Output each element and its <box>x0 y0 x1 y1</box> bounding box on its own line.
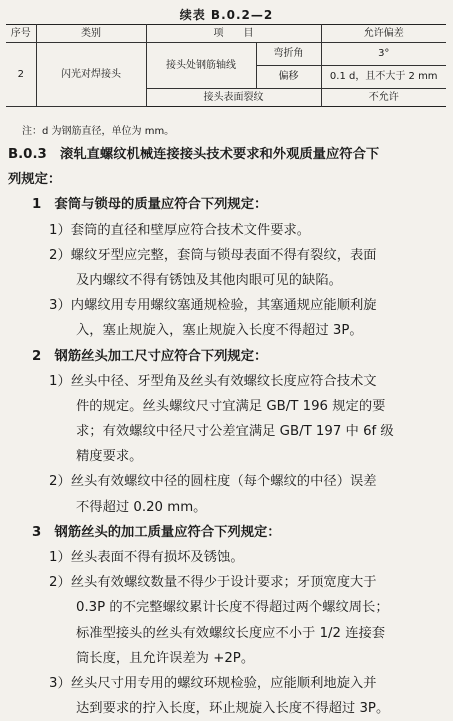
text-line: 及内螺纹不得有锈蚀及其他肉眼可见的缺陷。 <box>76 272 342 288</box>
cell-tolerance: 不允许 <box>321 89 446 107</box>
cell-sub-item: 接头处钢筋轴线 <box>146 43 256 89</box>
table-header-row <box>6 25 446 43</box>
cell-tolerance: 0.1 d，且不大于 2 mm <box>321 66 446 89</box>
tolerance-table <box>6 24 446 107</box>
header-tolerance: 允许偏差 <box>321 25 446 43</box>
text-line: 不得超过 0.20 mm。 <box>76 499 207 515</box>
text-line: 1 套筒与锁母的质量应符合下列规定： <box>32 197 268 213</box>
text-line: 0.3P 的不完整螺纹累计长度不得超过两个螺纹周长； <box>76 600 389 616</box>
text-line: 3）丝头尺寸用专用的螺纹环规检验，应能顺利地旋入并 <box>49 675 377 691</box>
text-line: 件的规定。丝头螺纹尺寸宜满足 GB/T 196 规定的要 <box>76 398 386 414</box>
text-line: 2）螺纹牙型应完整，套筒与锁母表面不得有裂纹，表面 <box>49 247 377 263</box>
table-row <box>6 43 446 66</box>
table-note: 注：d 为钢筋直径，单位为 mm。 <box>22 126 175 137</box>
text-line: 2）丝头有效螺纹数量不得少于设计要求；牙顶宽度大于 <box>49 575 377 591</box>
cell-serial: 2 <box>6 43 36 107</box>
text-line: 2 钢筋丝头加工尺寸应符合下列规定： <box>32 348 268 364</box>
text-line: 精度要求。 <box>76 449 143 465</box>
header-item: 项 目 <box>146 25 321 43</box>
text-line: B.0.3 滚轧直螺纹机械连接接头技术要求和外观质量应符合下 <box>8 147 380 162</box>
text-line: 1）丝头表面不得有损坏及锈蚀。 <box>49 550 244 565</box>
text-line: 1）套筒的直径和壁厚应符合技术文件要求。 <box>49 222 311 238</box>
text-line: 2）丝头有效螺纹中径的圆柱度（每个螺纹的中径）误差 <box>49 474 377 490</box>
cell-category: 闪光对焊接头 <box>36 43 146 107</box>
text-line: 1）丝头中径、牙型角及丝头有效螺纹长度应符合技术文 <box>49 373 377 389</box>
cell-tolerance: 3° <box>321 43 446 66</box>
cell-item: 偏移 <box>256 66 321 89</box>
cell-item: 接头表面裂纹 <box>146 89 321 107</box>
cell-item: 弯折角 <box>256 43 321 66</box>
text-line: 3）内螺纹用专用螺纹塞通规检验，其塞通规应能顺利旋 <box>49 298 377 314</box>
text-line: 标准型接头的丝头有效螺纹长度应不小于 1/2 连接套 <box>76 625 386 641</box>
header-serial: 序号 <box>6 25 36 43</box>
text-line: 3 钢筋丝头的加工质量应符合下列规定： <box>32 524 281 540</box>
table-caption: 续表 B.0.2—2 <box>179 8 274 22</box>
text-line: 达到要求的拧入长度，环止规旋入长度不得超过 3P。 <box>76 701 390 717</box>
text-line: 筒长度，且允许误差为 +2P。 <box>76 650 255 666</box>
text-line: 入，塞止规旋入，塞止规旋入长度不得超过 3P。 <box>76 323 363 339</box>
text-line: 求；有效螺纹中径尺寸公差宜满足 GB/T 197 中 6f 级 <box>76 424 394 440</box>
header-category: 类别 <box>36 25 146 43</box>
document-body <box>4 142 450 721</box>
text-line: 列规定： <box>8 172 62 188</box>
